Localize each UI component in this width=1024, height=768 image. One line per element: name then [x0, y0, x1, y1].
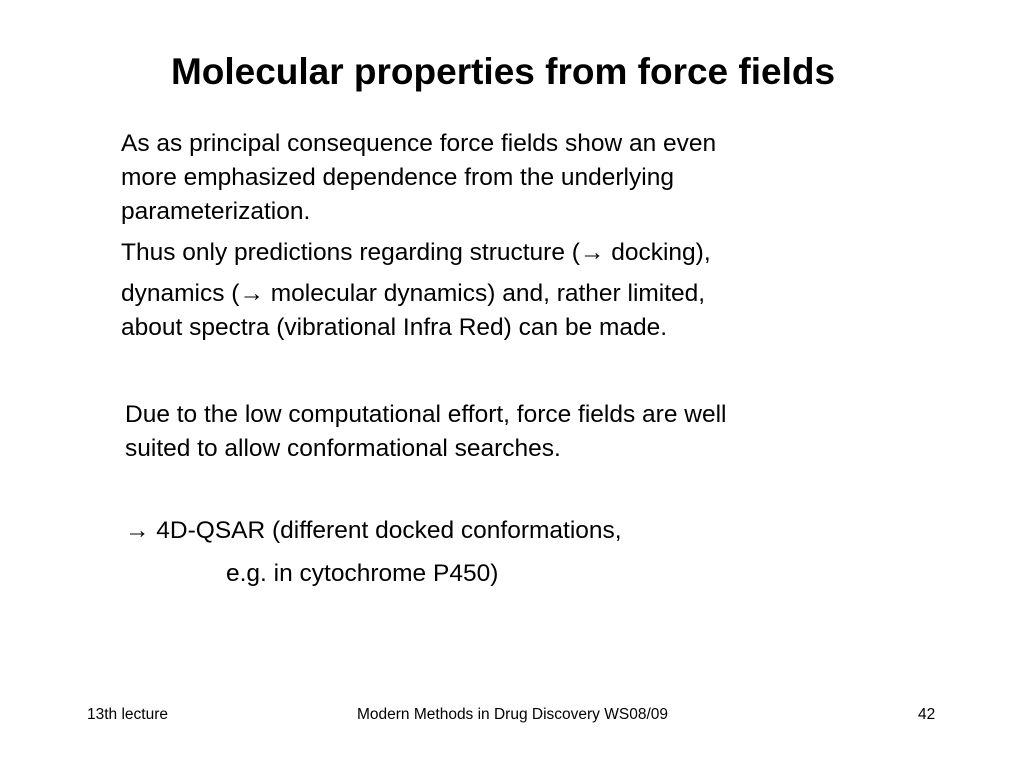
- body-text-line: Due to the low computational effort, force fields are well: [125, 401, 727, 428]
- footer-course-title: Modern Methods in Drug Discovery WS08/09: [357, 706, 668, 723]
- body-text-line: dynamics (→ molecular dynamics) and, rather limited,: [121, 280, 706, 307]
- body-text-line: more emphasized dependence from the underlying: [121, 164, 674, 191]
- footer-page-number: 42: [918, 706, 936, 723]
- body-text-line: parameterization.: [121, 198, 311, 225]
- body-text-line: suited to allow conformational searches.: [125, 435, 561, 462]
- footer-lecture: 13th lecture: [87, 706, 168, 723]
- body-text-line: e.g. in cytochrome P450): [226, 560, 499, 587]
- body-text-line: → 4D-QSAR (different docked conformations,: [125, 517, 622, 544]
- body-text-line: As as principal consequence force fields show an even: [121, 130, 717, 157]
- slide-title: Molecular properties from force fields: [170, 51, 836, 92]
- body-text-line: Thus only predictions regarding structure (→ docking),: [121, 239, 711, 266]
- body-text-line: about spectra (vibrational Infra Red) can be made.: [121, 314, 668, 341]
